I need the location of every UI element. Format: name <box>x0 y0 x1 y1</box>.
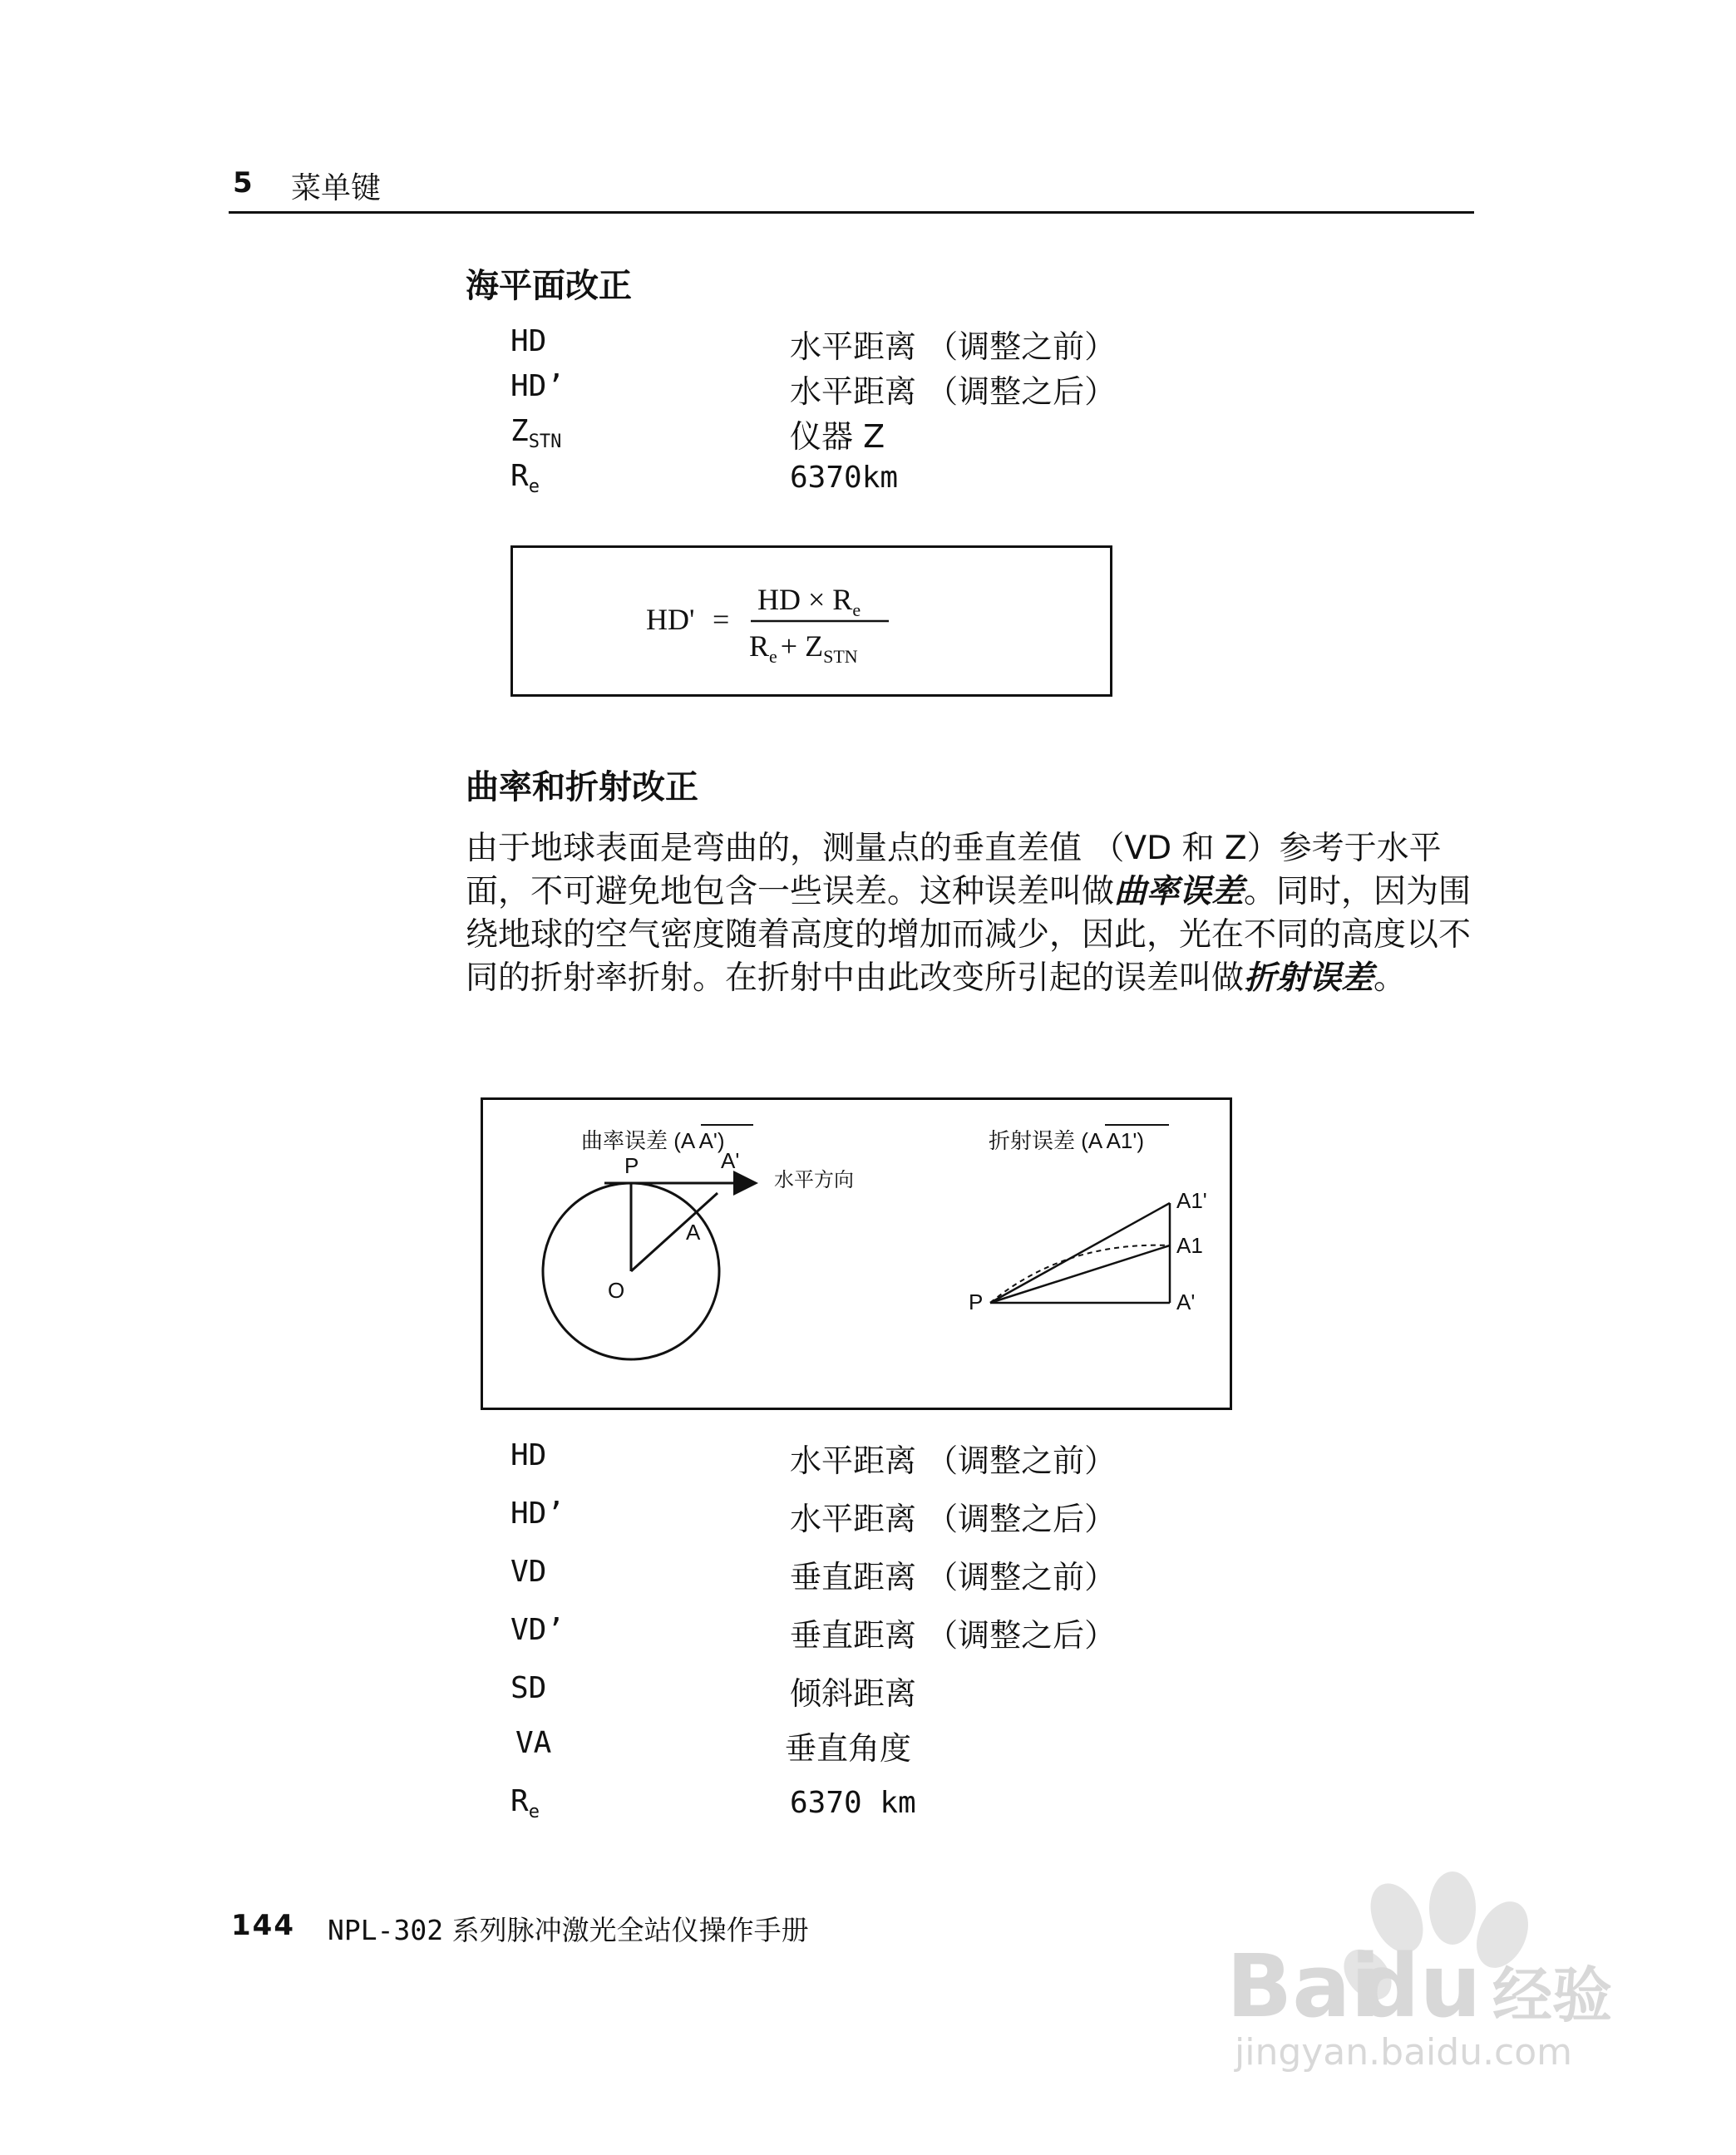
radius-oa <box>631 1193 718 1271</box>
term2-vd-prime: VD’ <box>510 1613 565 1647</box>
curvature-paragraph <box>466 827 1480 1000</box>
label-p-right: P <box>969 1290 984 1314</box>
term-z-stn <box>510 414 561 452</box>
label-horizontal-direction: 水平方向 <box>774 1169 854 1191</box>
label-a-prime: A' <box>721 1148 740 1173</box>
term-re-sub: e <box>528 476 540 497</box>
footer-title <box>328 1909 809 1948</box>
desc2-sd: 倾斜距离 <box>790 1675 917 1712</box>
label-a: A <box>686 1220 701 1245</box>
term-refraction-error: 折射误差 <box>1244 959 1374 997</box>
curvature-diagram-title: 曲率误差 (A A') <box>581 1128 725 1153</box>
term-z-main: Z <box>510 414 529 448</box>
formula-equals: = <box>713 603 730 636</box>
label-a-prime-right: A' <box>1176 1290 1196 1314</box>
watermark-url: jingyan.baidu.com <box>1235 2031 1573 2074</box>
desc-re: 6370km <box>790 461 899 495</box>
para-text-2: 。同时，因为围绕地球的空气密度随着高度的增加而减少，因此，光在不同的高度以不同的折射率折射。在折射中由此改变所引起的误差叫做 <box>466 873 1472 997</box>
label-p: P <box>624 1153 639 1178</box>
desc2-hd: 水平距离 （调整之前） <box>790 1442 1117 1479</box>
term2-hd: HD <box>510 1438 547 1472</box>
section-title-sea-level: 海平面改正 <box>466 267 632 305</box>
desc-z-stn: 仪器 Z <box>790 418 885 455</box>
term-z-sub: STN <box>528 431 562 452</box>
formula-numerator: HD × $R_e$ <box>757 583 861 620</box>
diagram-svg <box>483 1100 1230 1408</box>
term2-va: VA <box>515 1726 552 1760</box>
page-number: 144 <box>231 1909 295 1942</box>
formula-box <box>510 545 1112 697</box>
term2-hd-prime: HD’ <box>510 1497 565 1531</box>
desc-hd-prime: 水平距离 （调整之后） <box>790 373 1117 410</box>
sight-line-a1-prime <box>990 1203 1170 1303</box>
term2-re-main: R <box>510 1784 529 1818</box>
formula-svg <box>513 548 1110 694</box>
baidu-watermark <box>1210 1842 1675 2078</box>
term2-re-sub: e <box>528 1802 540 1822</box>
term2-sd: SD <box>510 1671 547 1705</box>
chapter-number: 5 <box>233 166 253 200</box>
term-re-main: R <box>510 459 529 493</box>
watermark-brand-cn: 经验 <box>1492 1960 1613 2030</box>
section-title-curvature: 曲率和折射改正 <box>466 768 698 806</box>
footer-model: NPL-302 <box>328 1914 444 1946</box>
term-hd: HD <box>510 324 547 358</box>
formula-denominator: $R_e + Z_{STN}$ <box>749 629 858 667</box>
term-hd-prime: HD’ <box>510 369 565 403</box>
label-a1: A1 <box>1176 1233 1203 1258</box>
watermark-svg <box>1210 1842 1675 2074</box>
term2-vd: VD <box>510 1555 547 1589</box>
desc-hd: 水平距离 （调整之前） <box>790 328 1117 365</box>
header-divider <box>229 211 1474 214</box>
para-text-1: 由于地球表面是弯曲的，测量点的垂直差值 （VD 和 Z）参考于水平面，不可避免地包含一些误差。这种误差叫做 <box>466 830 1442 910</box>
desc2-hd-prime: 水平距离 （调整之后） <box>790 1501 1117 1537</box>
desc2-va: 垂直角度 <box>785 1730 912 1767</box>
refraction-diagram-title: 折射误差 (A A1') <box>989 1128 1145 1153</box>
curvature-refraction-diagram <box>481 1097 1232 1410</box>
watermark-brand: Bai <box>1226 1936 1381 2037</box>
formula-lhs: HD' <box>646 603 695 636</box>
desc2-vd: 垂直距离 （调整之前） <box>790 1559 1117 1595</box>
term-re <box>510 459 540 497</box>
para-text-3: 。 <box>1374 959 1407 997</box>
term-curvature-error: 曲率误差 <box>1114 873 1245 910</box>
term2-re <box>510 1784 540 1822</box>
label-o: O <box>608 1278 625 1303</box>
watermark-brand-2: du <box>1358 1936 1482 2037</box>
chapter-title: 菜单键 <box>291 171 382 205</box>
label-a1-prime: A1' <box>1176 1188 1207 1213</box>
desc2-vd-prime: 垂直距离 （调整之后） <box>790 1617 1117 1654</box>
footer-manual-title: 系列脉冲激光全站仪操作手册 <box>443 1914 809 1946</box>
desc2-re: 6370 km <box>790 1786 916 1820</box>
